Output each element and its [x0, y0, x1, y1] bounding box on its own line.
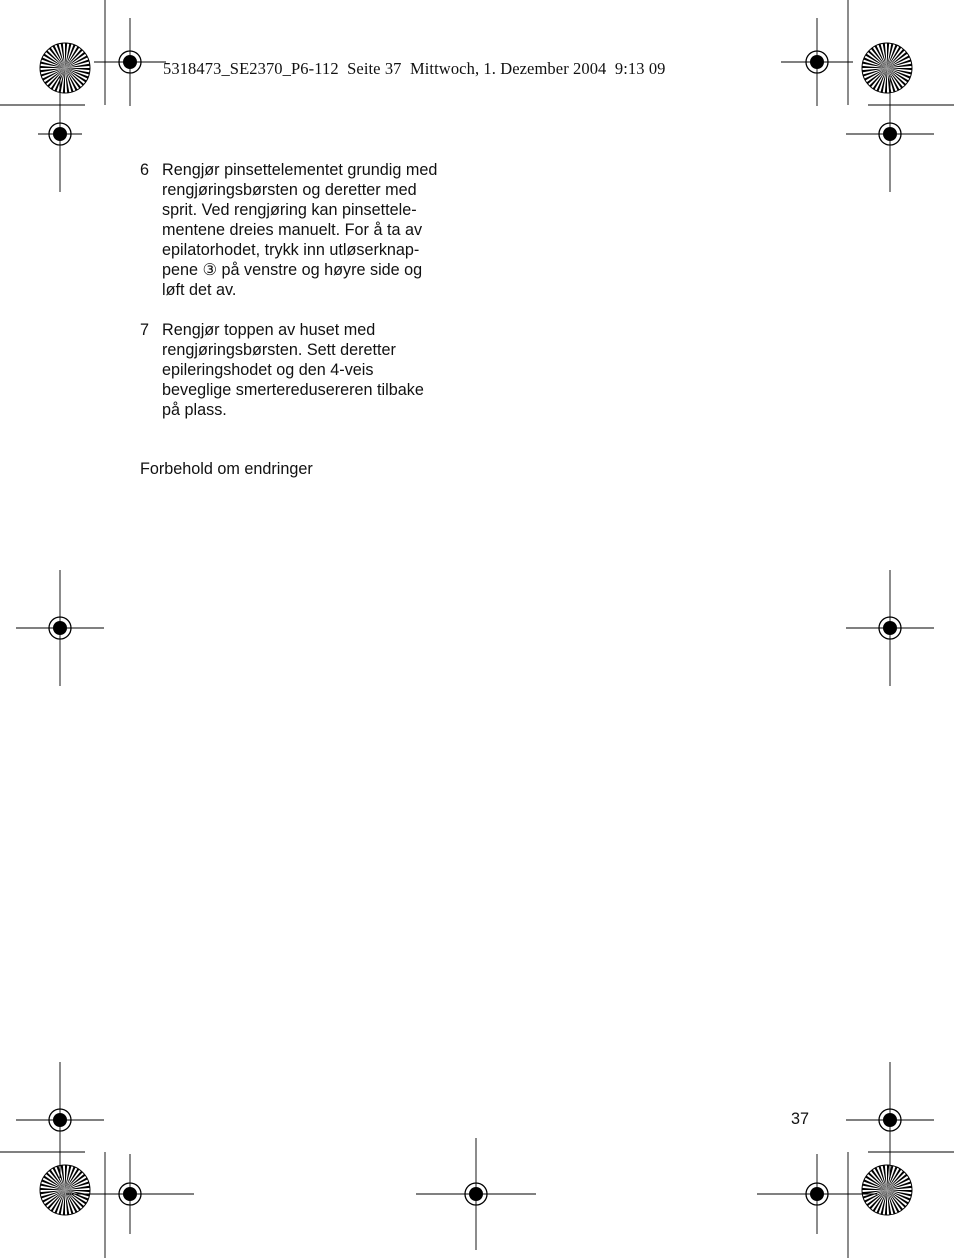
registration-crosshair-icon: [16, 570, 104, 686]
color-target-starburst-icon: [862, 43, 912, 93]
step-6: [140, 160, 470, 300]
registration-crosshair-icon: [757, 1154, 877, 1234]
color-target-starburst-icon: [862, 1165, 912, 1215]
registration-crosshair-icon: [66, 1154, 194, 1234]
registration-crosshair-icon: [846, 76, 934, 192]
registration-crosshair-icon: [416, 1138, 536, 1250]
step-number: 7: [140, 321, 150, 339]
step-number: 6: [140, 161, 150, 179]
print-slug-header: 5318473_SE2370_P6-112 Seite 37 Mittwoch, 1. Dezember 2004 9:13 09: [163, 59, 666, 78]
instruction-list: [140, 160, 470, 440]
registration-crosshair-icon: [846, 570, 934, 686]
step-text: Rengjør toppen av huset med rengjøringsbørsten. Sett deretter epileringshodet og den 4-veis beveglige smerteredusereren tilbake på plass.: [162, 321, 424, 419]
color-target-starburst-icon: [40, 1165, 90, 1215]
step-text: Rengjør pinsettelementet grundig med rengjøringsbørsten og deretter med sprit. Ved rengjøring kan pinsettele- mentene dreies manuelt. For å ta av epilatorhodet, trykk inn utløserknap- pene ③ på venstre og høyre side og løft det av.: [162, 161, 438, 299]
color-target-starburst-icon: [40, 43, 90, 93]
step-7: [140, 320, 470, 420]
registration-crosshair-icon: [781, 18, 853, 106]
registration-crosshair-icon: [16, 1062, 104, 1178]
page-number: 37: [791, 1110, 810, 1128]
registration-crosshair-icon: [846, 1062, 934, 1178]
disclaimer-note: Forbehold om endringer: [140, 460, 313, 478]
registration-crosshair-icon: [38, 76, 82, 192]
